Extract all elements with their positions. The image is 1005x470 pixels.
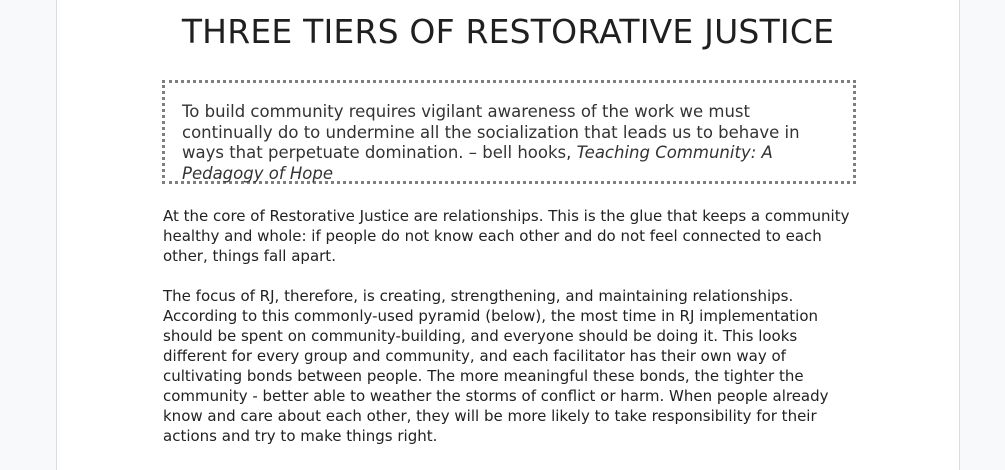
quote-text: To build community requires vigilant awareness of the work we must continually do to undermine all the socialization that leads us to behave in ways that perpetuate domination. – bell hooks, — [182, 102, 800, 162]
document-page — [56, 0, 960, 470]
document-title: THREE TIERS OF RESTORATIVE JUSTICE — [181, 12, 835, 51]
paragraph-focus: The focus of RJ, therefore, is creating, strengthening, and maintaining relationships. According to this commonly-used pyramid (below), the most time in RJ implementation should be spent on community-building, and everyone should be doing it. This looks different for every group and community, and each facilitator has their own way of cultivating bonds between people. The more meaningful these bonds, the tighter the community - better able to weather the storms of conflict or harm. When people already know and care about each other, they will be more likely to take responsibility for their actions and try to make things right. — [163, 287, 829, 445]
quote-source: Teaching Community: A Pedagogy of Hope — [182, 143, 773, 183]
quote-box — [162, 80, 856, 184]
paragraph-relationships: At the core of Restorative Justice are relationships. This is the glue that keeps a community healthy and whole: if people do not know each other and do not feel connected to each other, things fall apart. — [163, 207, 850, 265]
